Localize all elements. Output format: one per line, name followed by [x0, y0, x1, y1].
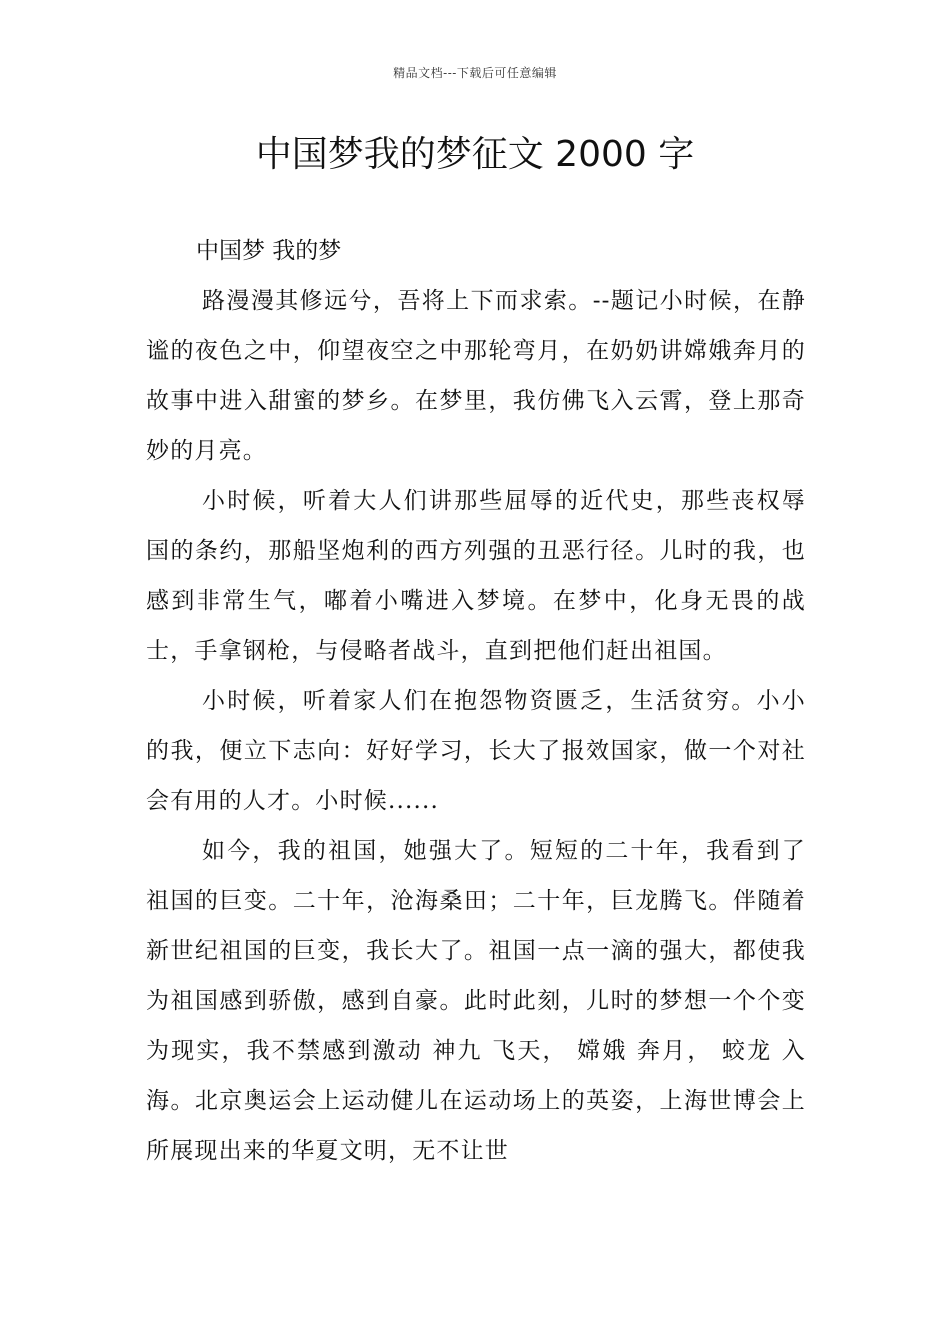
paragraph-2: 小时候，听着大人们讲那些屈辱的近代史，那些丧权辱国的条约，那船坚炮利的西方列强的丑恶行径。儿时的我，也感到非常生气，嘟着小嘴进入梦境。在梦中，化身无畏的战士，手拿钢枪，与侵略者战斗，直到把他们赶出祖国。 — [146, 488, 806, 664]
document-body — [146, 226, 806, 1176]
header-note: 精品文档---下载后可任意编辑 — [393, 66, 557, 80]
paragraph-3: 小时候，听着家人们在抱怨物资匮乏，生活贫穷。小小的我，便立下志向：好好学习，长大了报效国家，做一个对社会有用的人才。小时候...... — [146, 688, 806, 814]
document-title: 中国梦我的梦征文 2000 字 — [255, 134, 695, 175]
paragraph-1: 路漫漫其修远兮，吾将上下而求索。--题记小时候，在静谧的夜色之中，仰望夜空之中那轮弯月，在奶奶讲嫦娥奔月的故事中进入甜蜜的梦乡。在梦里，我仿佛飞入云霄，登上那奇妙的月亮。 — [146, 288, 806, 464]
document-subtitle: 中国梦 我的梦 — [196, 238, 342, 264]
paragraph-4: 如今，我的祖国，她强大了。短短的二十年，我看到了祖国的巨变。二十年，沧海桑田；二十年，巨龙腾飞。伴随着新世纪祖国的巨变，我长大了。祖国一点一滴的强大，都使我为祖国感到骄傲，感到自豪。此时此刻，儿时的梦想一个个变为现实，我不禁感到激动 神九 飞天， 嫦娥 奔月， 蛟龙 入海。北京奥运会上运动健儿在运动场上的英姿，上海世博会上所展现出来的华夏文明，无不让世 — [146, 838, 806, 1164]
